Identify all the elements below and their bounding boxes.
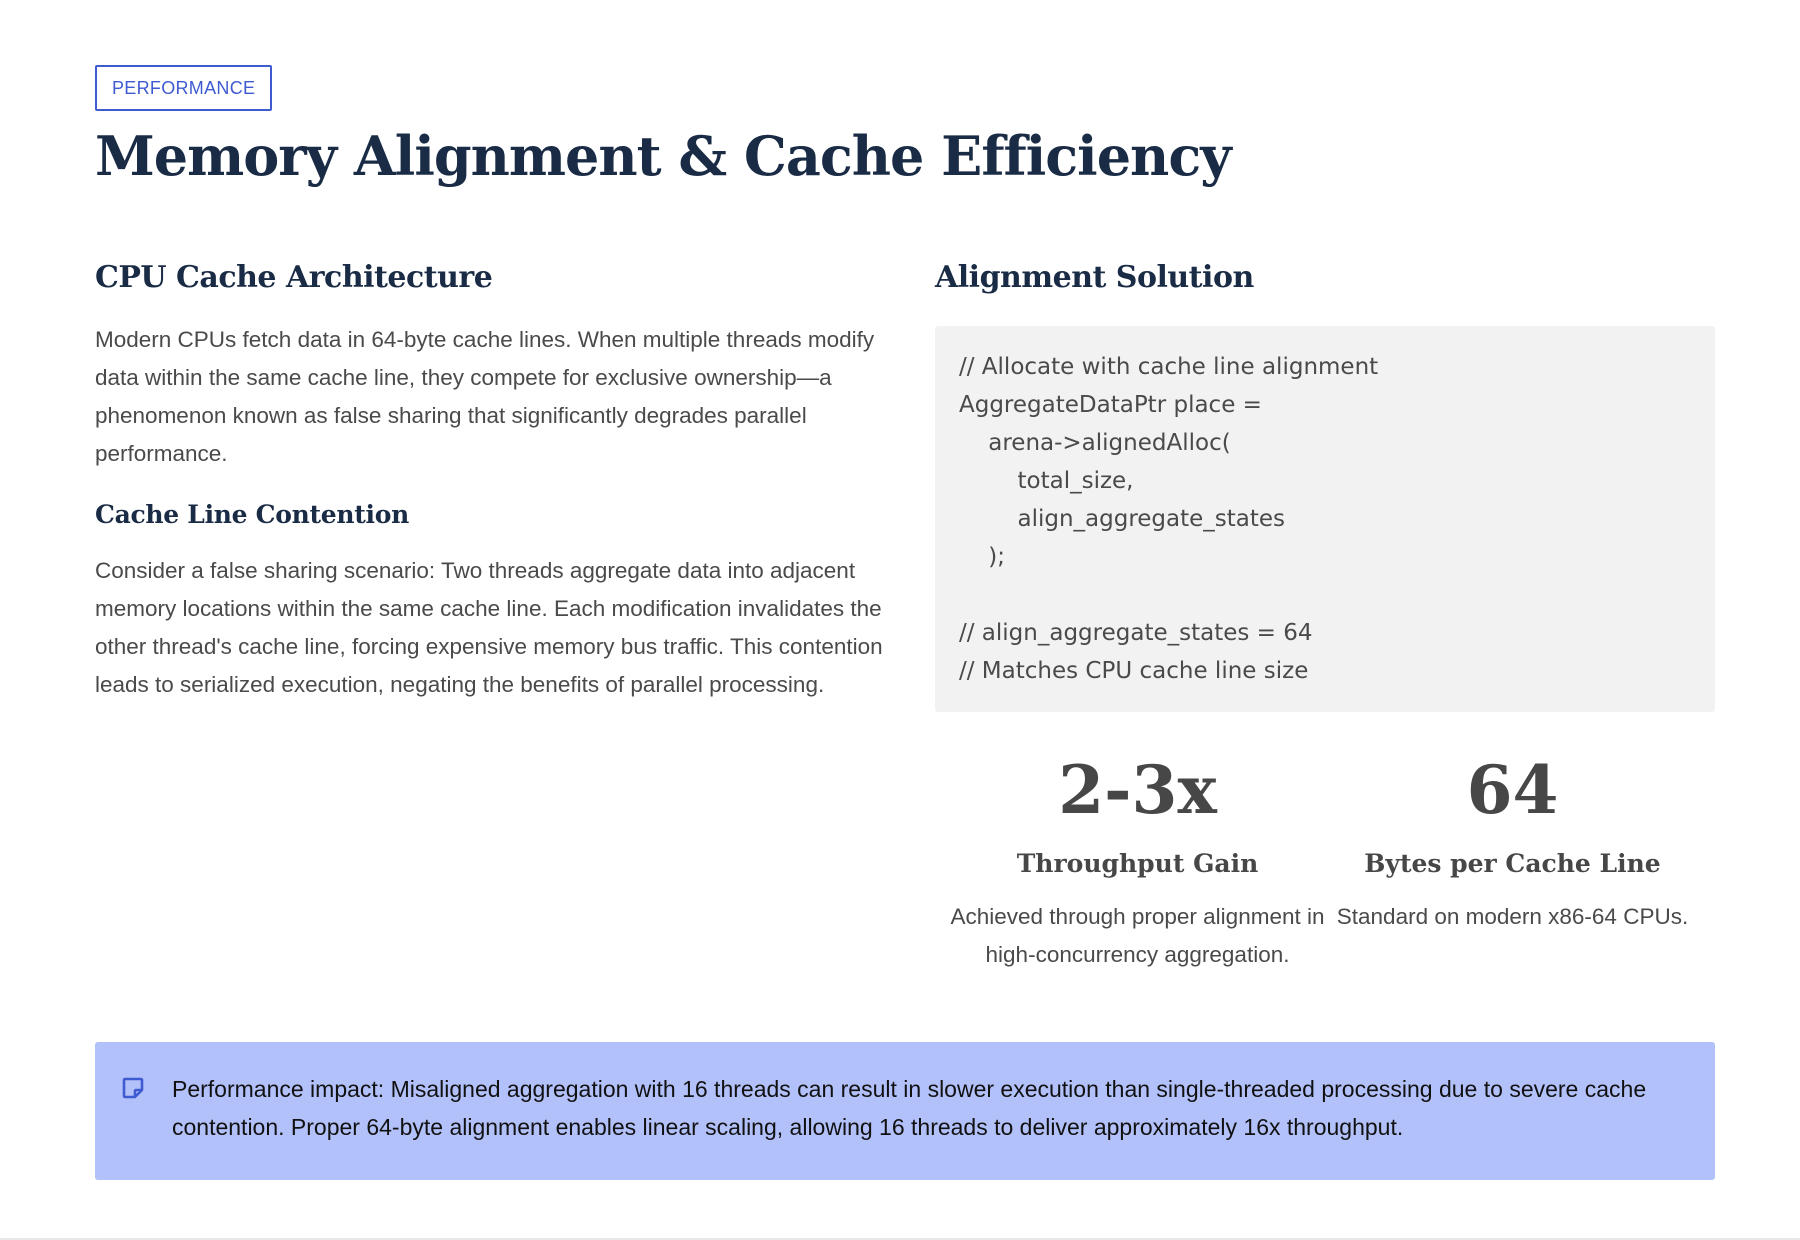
- code-line: // Matches CPU cache line size: [959, 658, 1309, 684]
- code-line: // align_aggregate_states = 64: [959, 620, 1313, 646]
- alignment-heading: Alignment Solution: [935, 260, 1254, 295]
- stat-cache-line: [1310, 750, 1715, 974]
- code-line: [959, 576, 1691, 614]
- code-line: align_aggregate_states: [959, 506, 1286, 532]
- stat-value: 64: [1466, 751, 1559, 829]
- stat-description: Standard on modern x86-64 CPUs.: [1336, 904, 1689, 929]
- stats-row: [935, 750, 1715, 974]
- cpu-cache-heading: CPU Cache Architecture: [95, 260, 493, 295]
- stat-value: 2-3x: [1058, 751, 1217, 829]
- code-line: );: [959, 544, 1005, 570]
- code-line: // Allocate with cache line alignment: [959, 354, 1379, 380]
- contention-heading: Cache Line Contention: [95, 500, 409, 529]
- note-icon: [121, 1076, 145, 1100]
- performance-note: [95, 1042, 1715, 1180]
- code-line: arena->alignedAlloc(: [959, 430, 1231, 456]
- cpu-cache-paragraph: Modern CPUs fetch data in 64-byte cache lines. When multiple threads modify data within the same cache line, they compete for exclusive ownership—a phenomenon known as false sharing that significantly degrades parallel performance.: [95, 327, 875, 466]
- category-tag: PERFORMANCE: [95, 65, 272, 111]
- stat-throughput: [935, 750, 1340, 974]
- code-line: AggregateDataPtr place =: [959, 392, 1262, 418]
- code-block: [935, 326, 1715, 712]
- note-text: Performance impact: Misaligned aggregation with 16 threads can result in slower execution than single-threaded processing due to severe cache contention. Proper 64-byte alignment enables linear scaling, allowing 16 threads to deliver approximately 16x throughput.: [172, 1076, 1647, 1140]
- stat-label: Throughput Gain: [1016, 849, 1259, 878]
- stat-label: Bytes per Cache Line: [1364, 849, 1661, 878]
- page-title: Memory Alignment & Cache Efficiency: [95, 124, 1231, 188]
- left-column: [95, 258, 885, 704]
- right-column: [935, 258, 1715, 974]
- stat-description: Achieved through proper alignment in high-concurrency aggregation.: [950, 904, 1325, 967]
- code-line: total_size,: [959, 468, 1134, 494]
- contention-paragraph: Consider a false sharing scenario: Two threads aggregate data into adjacent memory locations within the same cache line. Each modification invalidates the other thread's cache line, forcing expensive memory bus traffic. This contention leads to serialized execution, negating the benefits of parallel processing.: [95, 558, 883, 697]
